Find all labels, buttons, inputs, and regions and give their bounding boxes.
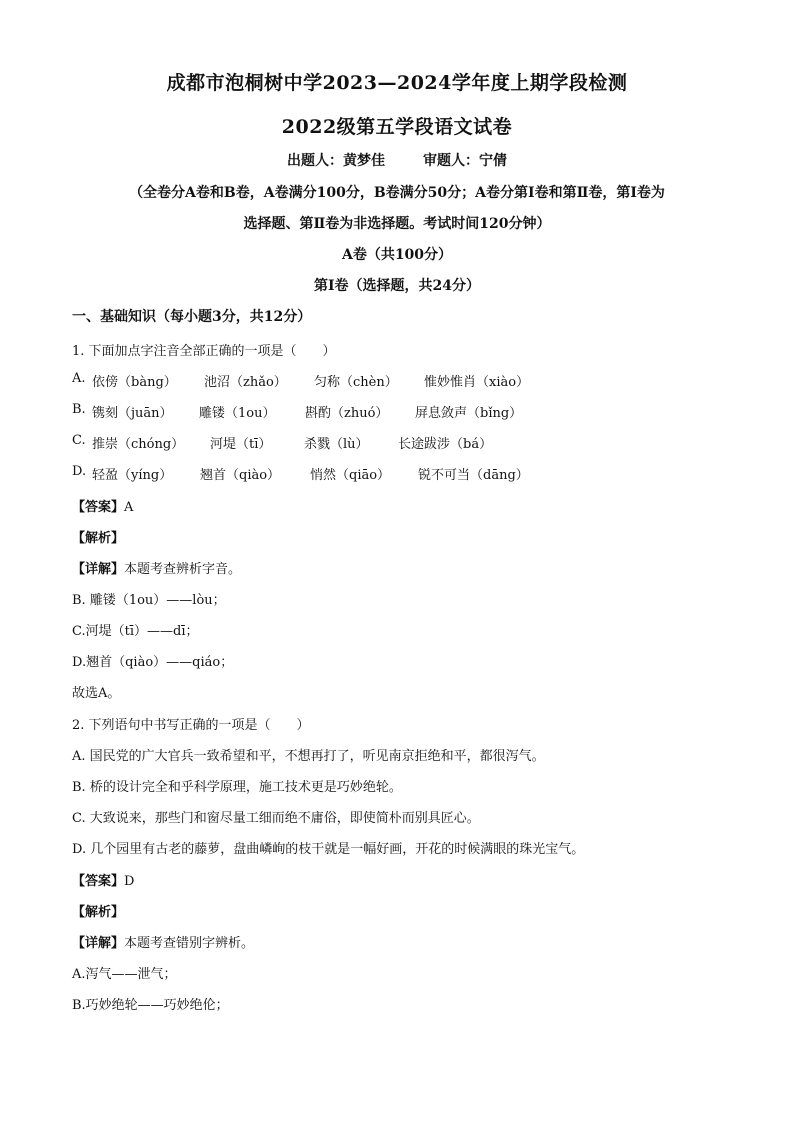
q2-fix-b: B.巧妙绝轮——巧妙绝伦； — [72, 998, 229, 1013]
section-heading: 一、基础知识（每小题3分，共12分） — [72, 309, 312, 325]
volume-1-heading: 第Ⅰ卷（选择题，共24分） — [313, 278, 481, 294]
q1-analysis-tag: 【解析】 — [72, 531, 125, 546]
exam-authors — [0, 150, 794, 170]
q1-conclusion: 故选A。 — [72, 686, 121, 701]
q2-option-c: C. 大致说来，那些门和窗尽量工细而绝不庸俗，即使简朴而别具匠心。 — [72, 811, 480, 826]
exam-title: 成都市泡桐树中学2023—2024学年度上期学段检测 — [166, 72, 628, 94]
q2-option-b: B. 桥的设计完全和乎科学原理，施工技术更是巧妙绝轮。 — [72, 780, 402, 795]
q2-stem: 2. 下列语句中书写正确的一项是（ ） — [72, 718, 310, 733]
reviewer: 审题人：宁倩 — [423, 153, 507, 169]
q1-stem: 1. 下面加点字注音全部正确的一项是（ ） — [72, 344, 336, 359]
volume-a-heading: A卷（共100分） — [341, 247, 453, 263]
exam-note-line1: （全卷分A卷和B卷，A卷满分100分，B卷满分50分；A卷分第Ⅰ卷和第Ⅱ卷，第Ⅰ卷为 — [129, 185, 665, 201]
q2-fix-a: A.泻气——泄气； — [72, 967, 177, 982]
q2-answer: 【答案】D — [72, 874, 135, 889]
q1-detail: 【详解】本题考查辨析字音。 — [72, 562, 242, 577]
q1-fix-d: D.翘首（qiào）——qiáo； — [72, 655, 234, 670]
exam-page: 成都市泡桐树中学2023—2024学年度上期学段检测 2022级第五学段语文试卷 出题人：黄梦佳 审题人：宁倩 （全卷分A卷和B卷，A卷满分100分，B卷满分50分；A卷分第Ⅰ卷和第Ⅱ卷，第Ⅰ卷为 选择题、第Ⅱ卷为非选择题。考试时间120分钟） A卷（共100分） 第Ⅰ卷（选择题，共24分） 一、基础知识（每小题3分，共12分） 1. 下面加点字注音全部正确的一项是（ ） A. 依傍（bàng） 池沼（zhǎo） 匀称（chèn） 惟妙惟肖（xiào） B. 镌刻（juān） 雕镂（1ou） 斟酌（zhuó） 屏息敛声（bǐng） C. 推崇（chóng） 河堤（tī） 杀戮（lù） 长途跋涉（bá） D. 轻盈（yíng） 翘首（qiào） 悄然（qiāo） 锐不可当（dāng） 【答案】A 【解析】 【详解】本题考查辨析字音。 B. 雕镂（1ou）——lòu； C.河堤（tī）——dī； D.翘首（qiào）——qiáo； 故选A。 2. 下列语句中书写正确的一项是（ ） A. 国民党的广大官兵一致希望和平，不想再打了，听见南京拒绝和平，都很泻气。 B. 桥的设计完全和乎科学原理，施工技术更是巧妙绝轮。 C. 大致说来，那些门和窗尽量工细而绝不庸俗，即使简朴而别具匠心。 D. 几个园里有古老的藤萝，盘曲嶙峋的枝干就是一幅好画，开花的时候满眼的珠光宝气。 【答案】D 【解析】 【详解】本题考查错别字辨析。 A.泻气——泄气； B.巧妙绝轮——巧妙绝伦； — [0, 0, 794, 1123]
q1-fix-b: B. 雕镂（1ou）——lòu； — [72, 593, 226, 608]
q1-answer: 【答案】A — [72, 500, 134, 515]
exam-subtitle: 2022级第五学段语文试卷 — [281, 116, 513, 138]
q2-detail: 【详解】本题考查错别字辨析。 — [72, 936, 255, 951]
q2-option-a: A. 国民党的广大官兵一致希望和平，不想再打了，听见南京拒绝和平，都很泻气。 — [72, 749, 545, 764]
exam-note-line2: 选择题、第Ⅱ卷为非选择题。考试时间120分钟） — [243, 216, 551, 232]
q2-analysis-tag: 【解析】 — [72, 905, 125, 920]
q1-fix-c: C.河堤（tī）——dī； — [72, 624, 199, 639]
q2-option-d: D. 几个园里有古老的藤萝，盘曲嶙峋的枝干就是一幅好画，开花的时候满眼的珠光宝气。 — [72, 842, 585, 857]
setter: 出题人：黄梦佳 — [287, 153, 385, 169]
